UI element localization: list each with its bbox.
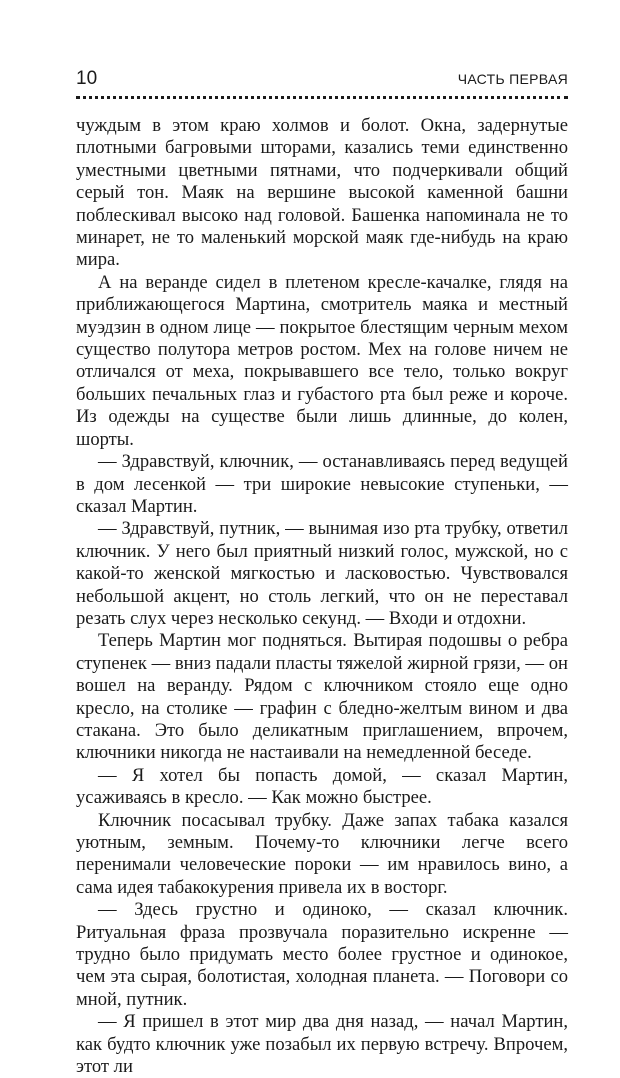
paragraph: Теперь Мартин мог подняться. Вытирая подошвы о ребра ступенек — вниз падали пласты тяжелой жирной грязи, — он вошел на веранду. Рядом с ключником стояло еще одно кресло, на столике — графин с бледно-желтым вином и два стакана. Это было деликатным приглашением, впрочем, ключники никогда не настаивали на немедленной беседе. (76, 630, 568, 764)
paragraph: — Здесь грустно и одиноко, — сказал ключник. Ритуальная фраза прозвучала поразительно искренне — трудно было придумать место более грустное и одинокое, чем эта сырая, болотистая, холодная планета. — Поговори со мной, путник. (76, 899, 568, 1010)
paragraph: — Здравствуй, ключник, — останавливаясь перед ведущей в дом лесенкой — три широкие невысокие ступеньки, — сказал Мартин. (76, 451, 568, 517)
body-text (76, 115, 568, 1078)
book-page (76, 64, 568, 1078)
part-title: ЧАСТЬ ПЕРВАЯ (457, 71, 568, 87)
paragraph: — Я пришел в этот мир два дня назад, — начал Мартин, как будто ключник уже позабыл их первую встречу. Впрочем, этот ли (76, 1011, 568, 1078)
paragraph: Ключник посасывал трубку. Даже запах табака казался уютным, земным. Почему-то ключники легче всего перенимали человеческие пороки — им нравилось вино, а сама идея табакокурения привела их в восторг. (76, 809, 568, 898)
paragraph: — Я хотел бы попасть домой, — сказал Мартин, усаживаясь в кресло. — Как можно быстрее. (76, 764, 568, 809)
running-head (76, 64, 568, 90)
dotted-rule-divider (76, 96, 568, 99)
paragraph: — Здравствуй, путник, — вынимая изо рта трубку, ответил ключник. У него был приятный низкий голос, мужской, но с какой-то женской мягкостью и ласковостью. Чувствовался небольшой акцент, но столь легкий, что он не переставал резать слух через несколько секунд. — Входи и отдохни. (76, 518, 568, 629)
paragraph: А на веранде сидел в плетеном кресле-качалке, глядя на приближающегося Мартина, смотритель маяка и местный муэдзин в одном лице — покрытое блестящим черным мехом существо полутора метров ростом. Мех на голове ничем не отличался от меха, покрывавшего все тело, только вокруг больших печальных глаз и губастого рта был реже и короче. Из одежды на существе были лишь длинные, до колен, шорты. (76, 271, 568, 450)
page-number: 10 (76, 68, 98, 89)
paragraph: чуждым в этом краю холмов и болот. Окна, задернутые плотными багровыми шторами, казались теми единственно уместными цветными пятнами, что подчеркивали общий серый тон. Маяк на вершине высокой каменной башни поблескивал высоко над головой. Башенка напоминала не то минарет, не то маленький морской маяк где-нибудь на краю мира. (76, 115, 568, 271)
